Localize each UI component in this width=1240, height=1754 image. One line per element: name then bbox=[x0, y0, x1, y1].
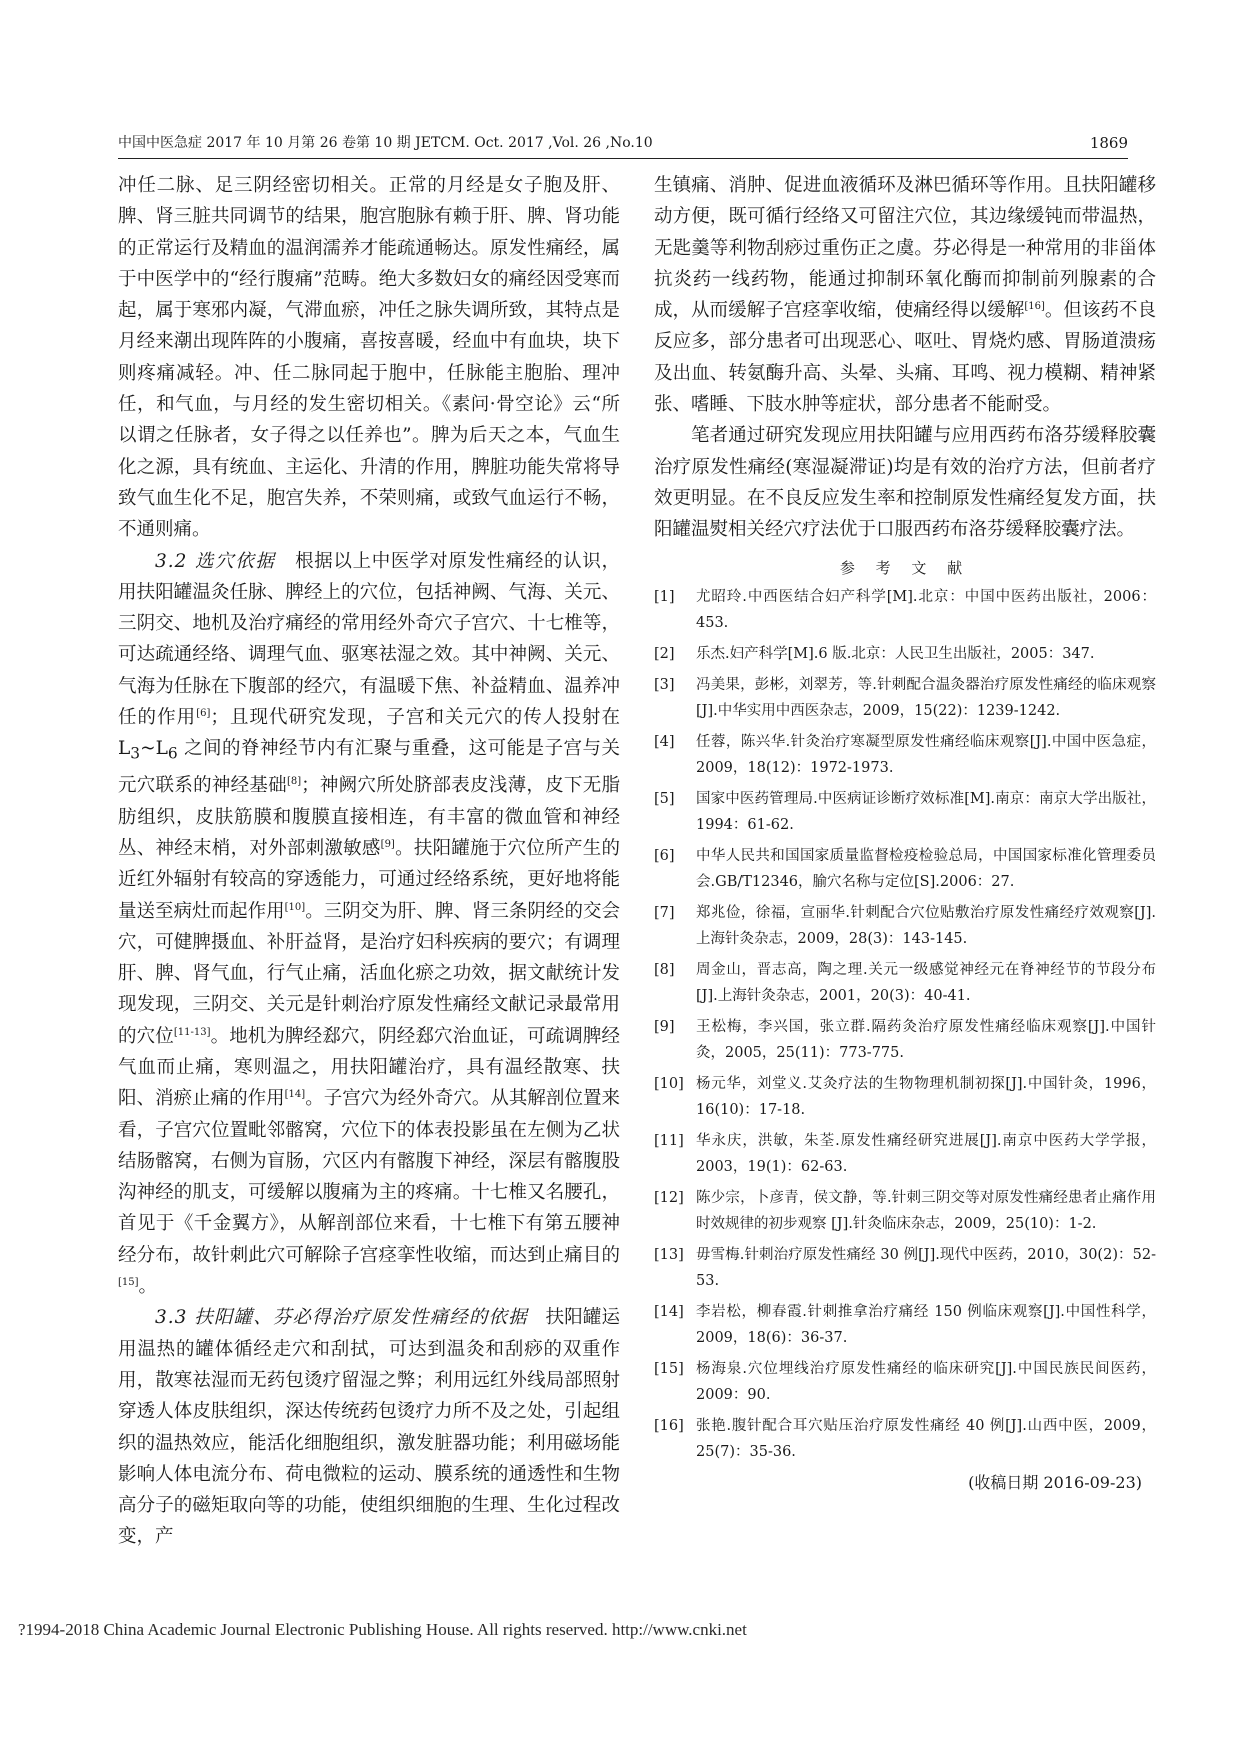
reference-text: 尤昭玲.中西医结合妇产科学[M].北京：中国中医药出版社，2006：453. bbox=[696, 588, 1156, 631]
reference-text: 冯美果，彭彬，刘翠芳，等.针刺配合温灸器治疗原发性痛经的临床观察[J].中华实用中西医杂志，2009，15(22)：1239-1242. bbox=[696, 676, 1156, 719]
text-run: 。但该药不良反应多，部分患者可出现恶心、呕吐、胃烧灼感、胃肠道溃疡及出血、转氨酶升高、头晕、头痛、耳鸣、视力模糊、精神紧张、嗜睡、下肢水肿等症状，部分患者不能耐受。 bbox=[654, 300, 1156, 416]
references-heading: 参 考 文 献 bbox=[839, 558, 971, 577]
text-run: 根据以上中医学对原发性痛经的认识，用扶阳罐温灸任脉、脾经上的穴位，包括神阙、气海、关元、三阴交、地机及治疗痛经的常用经外奇穴子宫穴、十七椎等，可达疏通经络、调理气血、驱寒祛湿之效。其中神阙、关元、气海为任脉在下腹部的经穴，有温暖下焦、补益精血、温养冲任的作用 bbox=[118, 550, 620, 729]
reference-number: [16] bbox=[654, 1417, 684, 1434]
reference-number: [12] bbox=[654, 1189, 684, 1206]
citation-marker: [10] bbox=[284, 901, 306, 913]
reference-text: 乐杰.妇产科学[M].6 版.北京：人民卫生出版社，2005：347. bbox=[696, 645, 1095, 662]
text-run: 。扶阳罐施于穴位所产生的近红外辐射有较高的穿透能力，可通过经络系统，更好地将能量送至病灶而起作用 bbox=[118, 837, 620, 922]
reference-number: [3] bbox=[654, 676, 675, 693]
right-column bbox=[654, 170, 1156, 1496]
reference-text: 周金山，晋志高，陶之理.关元一级感觉神经元在脊神经节的节段分布[J].上海针灸杂志，2001，20(3)：40-41. bbox=[696, 961, 1156, 1004]
reference-number: [15] bbox=[654, 1360, 684, 1377]
reference-list bbox=[654, 584, 1156, 1465]
reference-item bbox=[654, 1014, 1156, 1066]
citation-marker: [16] bbox=[1024, 301, 1045, 313]
reference-text: 国家中医药管理局.中医病证诊断疗效标准[M].南京：南京大学出版社，1994：61-62. bbox=[696, 790, 1156, 833]
paragraph-continued bbox=[654, 170, 1156, 420]
paragraph-pathogenesis: 冲任二脉、足三阴经密切相关。正常的月经是女子胞及肝、脾、肾三脏共同调节的结果，胞宫胞脉有赖于肝、脾、肾功能的正常运行及精血的温润濡养才能疏通畅达。原发性痛经，属于中医学中的“经行腹痛”范畴。绝大多数妇女的痛经因受寒而起，属于寒邪内凝，气滞血瘀，冲任之脉失调所致，其特点是月经来潮出现阵阵的小腹痛，喜按喜暖，经血中有血块，块下则疼痛减轻。冲、任二脉同起于胞中，任脉能主胞胎、理冲任，和气血，与月经的发生密切相关。《素问·骨空论》云“所以谓之任脉者，女子得之以任养也”。脾为后天之本，气血生化之源，具有统血、主运化、升清的作用，脾脏功能失常将导致气血生化不足，胞宫失养，不荣则痛，或致气血运行不畅，不通则痛。 bbox=[118, 175, 620, 541]
reference-item bbox=[654, 786, 1156, 838]
reference-number: [1] bbox=[654, 588, 675, 605]
reference-number: [7] bbox=[654, 904, 675, 921]
reference-item bbox=[654, 1413, 1156, 1465]
subscript-3: 3 bbox=[130, 745, 141, 764]
text-run: 。地机为脾经郄穴，阴经郄穴治血证，可疏调脾经气血而止痛，寒则温之，用扶阳罐治疗，具有温经散寒、扶阳、消瘀止痛的作用 bbox=[118, 1025, 620, 1110]
text-run: 生镇痛、消肿、促进血液循环及淋巴循环等作用。且扶阳罐移动方便，既可循行经络又可留注穴位，其边缘缓钝而带温热，无匙羹等利物刮痧过重伤正之虞。芬必得是一种常用的非甾体抗炎药一线药物，能通过抑制环氧化酶而抑制前列腺素的合成，从而缓解子宫痉挛收缩，使痛经得以缓解 bbox=[654, 175, 1156, 322]
text-run: 扶阳罐运用温热的罐体循经走穴和刮拭，可达到温灸和刮痧的双重作用，散寒祛湿而无药包烫疗留湿之弊；利用远红外线局部照射穿透人体皮肤组织，深达传统药包烫疗力所不及之处，引起组织的温热效应，能活化细胞组织，激发脏器功能；利用磁场能影响人体电流分布、荷电微粒的运动、膜系统的通透性和生物高分子的磁矩取向等的功能，使组织细胞的生理、生化过程改变，产 bbox=[118, 1307, 620, 1548]
reference-text: 李岩松，柳春霞.针刺推拿治疗痛经 150 例临床观察[J].中国性科学，2009，18(6)：36-37. bbox=[696, 1303, 1156, 1346]
page-number: 1869 bbox=[1089, 134, 1128, 152]
reference-text: 陈少宗，卜彦青，侯文静，等.针刺三阴交等对原发性痛经患者止痛作用时效规律的初步观察 [J].针灸临床杂志，2009，25(10)：1-2. bbox=[696, 1189, 1156, 1232]
reference-item bbox=[654, 1299, 1156, 1351]
reference-text: 张艳.腹针配合耳穴贴压治疗原发性痛经 40 例[J].山西中医，2009，25(7)：35-36. bbox=[696, 1417, 1156, 1460]
reference-item bbox=[654, 957, 1156, 1009]
reference-number: [9] bbox=[654, 1018, 675, 1035]
reference-number: [4] bbox=[654, 733, 675, 750]
text-run: ；神阙穴所处脐部表皮浅薄，皮下无脂肪组织，皮肤筋膜和腹膜直接相连，有丰富的微血管和神经丛、神经末梢，对外部刺激敏感 bbox=[118, 775, 620, 859]
reference-text: 郑兆俭，徐福，宣丽华.针刺配合穴位贴敷治疗原发性痛经疗效观察[J].上海针灸杂志，2009，28(3)：143-145. bbox=[696, 904, 1156, 947]
citation-marker: [11-13] bbox=[173, 1026, 211, 1038]
copyright-footer: ?1994-2018 China Academic Journal Electronic Publishing House. All rights reserved. http://www.cnki.net bbox=[18, 1620, 747, 1639]
subscript-6: 6 bbox=[167, 745, 178, 764]
reference-number: [10] bbox=[654, 1075, 684, 1092]
citation-marker: [9] bbox=[380, 838, 395, 850]
text-run: 。子宫穴为经外奇穴。从其解剖位置来看，子宫穴位置毗邻髂窝，穴位下的体表投影虽在左侧为乙状结肠髂窝，右侧为盲肠，穴区内有髂腹下神经，深层有髂腹股沟神经的肌支，可缓解以腹痛为主的疼痛。十七椎又名腰孔，首见于《千金翼方》，从解剖部位来看，十七椎下有第五腰神经分布，故针刺此穴可解除子宫痉挛性收缩，而达到止痛目的 bbox=[118, 1088, 620, 1266]
reference-text: 中华人民共和国国家质量监督检疫检验总局，中国国家标准化管理委员会.GB/T12346，腧穴名称与定位[S].2006：27. bbox=[696, 847, 1156, 890]
reference-text: 毋雪梅.针刺治疗原发性痛经 30 例[J].现代中医药，2010，30(2)：52-53. bbox=[696, 1246, 1156, 1289]
running-header bbox=[118, 132, 1128, 154]
reference-item bbox=[654, 900, 1156, 952]
text-run: 。 bbox=[138, 1276, 158, 1298]
citation-marker: [15] bbox=[118, 1276, 139, 1288]
reference-item bbox=[654, 641, 1156, 667]
reference-item bbox=[654, 729, 1156, 781]
reference-item bbox=[654, 1185, 1156, 1237]
text-run: 。三阴交为肝、脾、肾三条阴经的交会穴，可健脾摄血、补肝益肾，是治疗妇科疾病的要穴；有调理肝、脾、肾气血，行气止痛，活血化瘀之功效，据文献统计发现发现，三阴交、关元是针刺治疗原发性痛经文献记录最常用的穴位 bbox=[118, 900, 620, 1047]
reference-text: 任蓉，陈兴华.针灸治疗寒凝型原发性痛经临床观察[J].中国中医急症，2009，18(12)：1972-1973. bbox=[696, 733, 1156, 776]
citation-marker: [6] bbox=[196, 707, 211, 719]
paragraph-conclusion: 笔者通过研究发现应用扶阳罐与应用西药布洛芬缓释胶囊治疗原发性痛经(寒湿凝滞证)均是有效的治疗方法，但前者疗效更明显。在不良反应发生率和控制原发性痛经复发方面，扶阳罐温熨相关经穴疗法优于口服西药布洛芬缓释胶囊疗法。 bbox=[654, 425, 1156, 541]
reference-item bbox=[654, 584, 1156, 636]
citation-marker: [14] bbox=[284, 1089, 306, 1101]
text-run: 之间的脊神经节内有汇聚与重叠，这可能是子宫与关元穴联系的神经基础 bbox=[118, 738, 620, 797]
citation-marker: [8] bbox=[286, 776, 302, 788]
reference-text: 杨海泉.穴位埋线治疗原发性痛经的临床研究[J].中国民族民间医药，2009：90. bbox=[696, 1360, 1156, 1403]
header-rule bbox=[118, 158, 1128, 159]
reference-number: [6] bbox=[654, 847, 675, 864]
reference-item bbox=[654, 1128, 1156, 1180]
reference-item bbox=[654, 843, 1156, 895]
reference-number: [2] bbox=[654, 645, 675, 662]
reference-text: 华永庆，洪敏，朱荃.原发性痛经研究进展[J].南京中医药大学学报，2003，19(1)：62-63. bbox=[696, 1132, 1156, 1175]
text-run: ；且现代研究发现，子宫和关元穴的传人投射在 L bbox=[118, 707, 620, 760]
reference-number: [13] bbox=[654, 1246, 684, 1263]
journal-citation-line: 中国中医急症 2017 年 10 月第 26 卷第 10 期 JETCM. Oct. 2017 ,Vol. 26 ,No.10 bbox=[118, 135, 653, 151]
reference-number: [11] bbox=[654, 1132, 684, 1149]
section-heading-3-3: 3.3 扶阳罐、芬必得治疗原发性痛经的依据 bbox=[155, 1307, 528, 1329]
left-column bbox=[118, 170, 620, 1553]
reference-number: [5] bbox=[654, 790, 675, 807]
reference-number: [14] bbox=[654, 1303, 684, 1320]
reference-item bbox=[654, 672, 1156, 724]
text-run: ~L bbox=[140, 738, 168, 760]
reference-number: [8] bbox=[654, 961, 675, 978]
reference-item bbox=[654, 1242, 1156, 1294]
reference-item bbox=[654, 1356, 1156, 1408]
reference-text: 杨元华，刘堂义.艾灸疗法的生物物理机制初探[J].中国针灸，1996，16(10)：17-18. bbox=[696, 1075, 1156, 1118]
section-heading-3-2: 3.2 选穴依据 bbox=[155, 550, 276, 572]
paragraph-treatment-basis bbox=[118, 1302, 620, 1552]
reference-text: 王松梅，李兴国，张立群.隔药灸治疗原发性痛经临床观察[J].中国针灸，2005，25(11)：773-775. bbox=[696, 1018, 1156, 1061]
paragraph-acupoint-selection bbox=[118, 546, 620, 1303]
received-date: (收稿日期 2016-09-23) bbox=[968, 1472, 1142, 1492]
reference-item bbox=[654, 1071, 1156, 1123]
